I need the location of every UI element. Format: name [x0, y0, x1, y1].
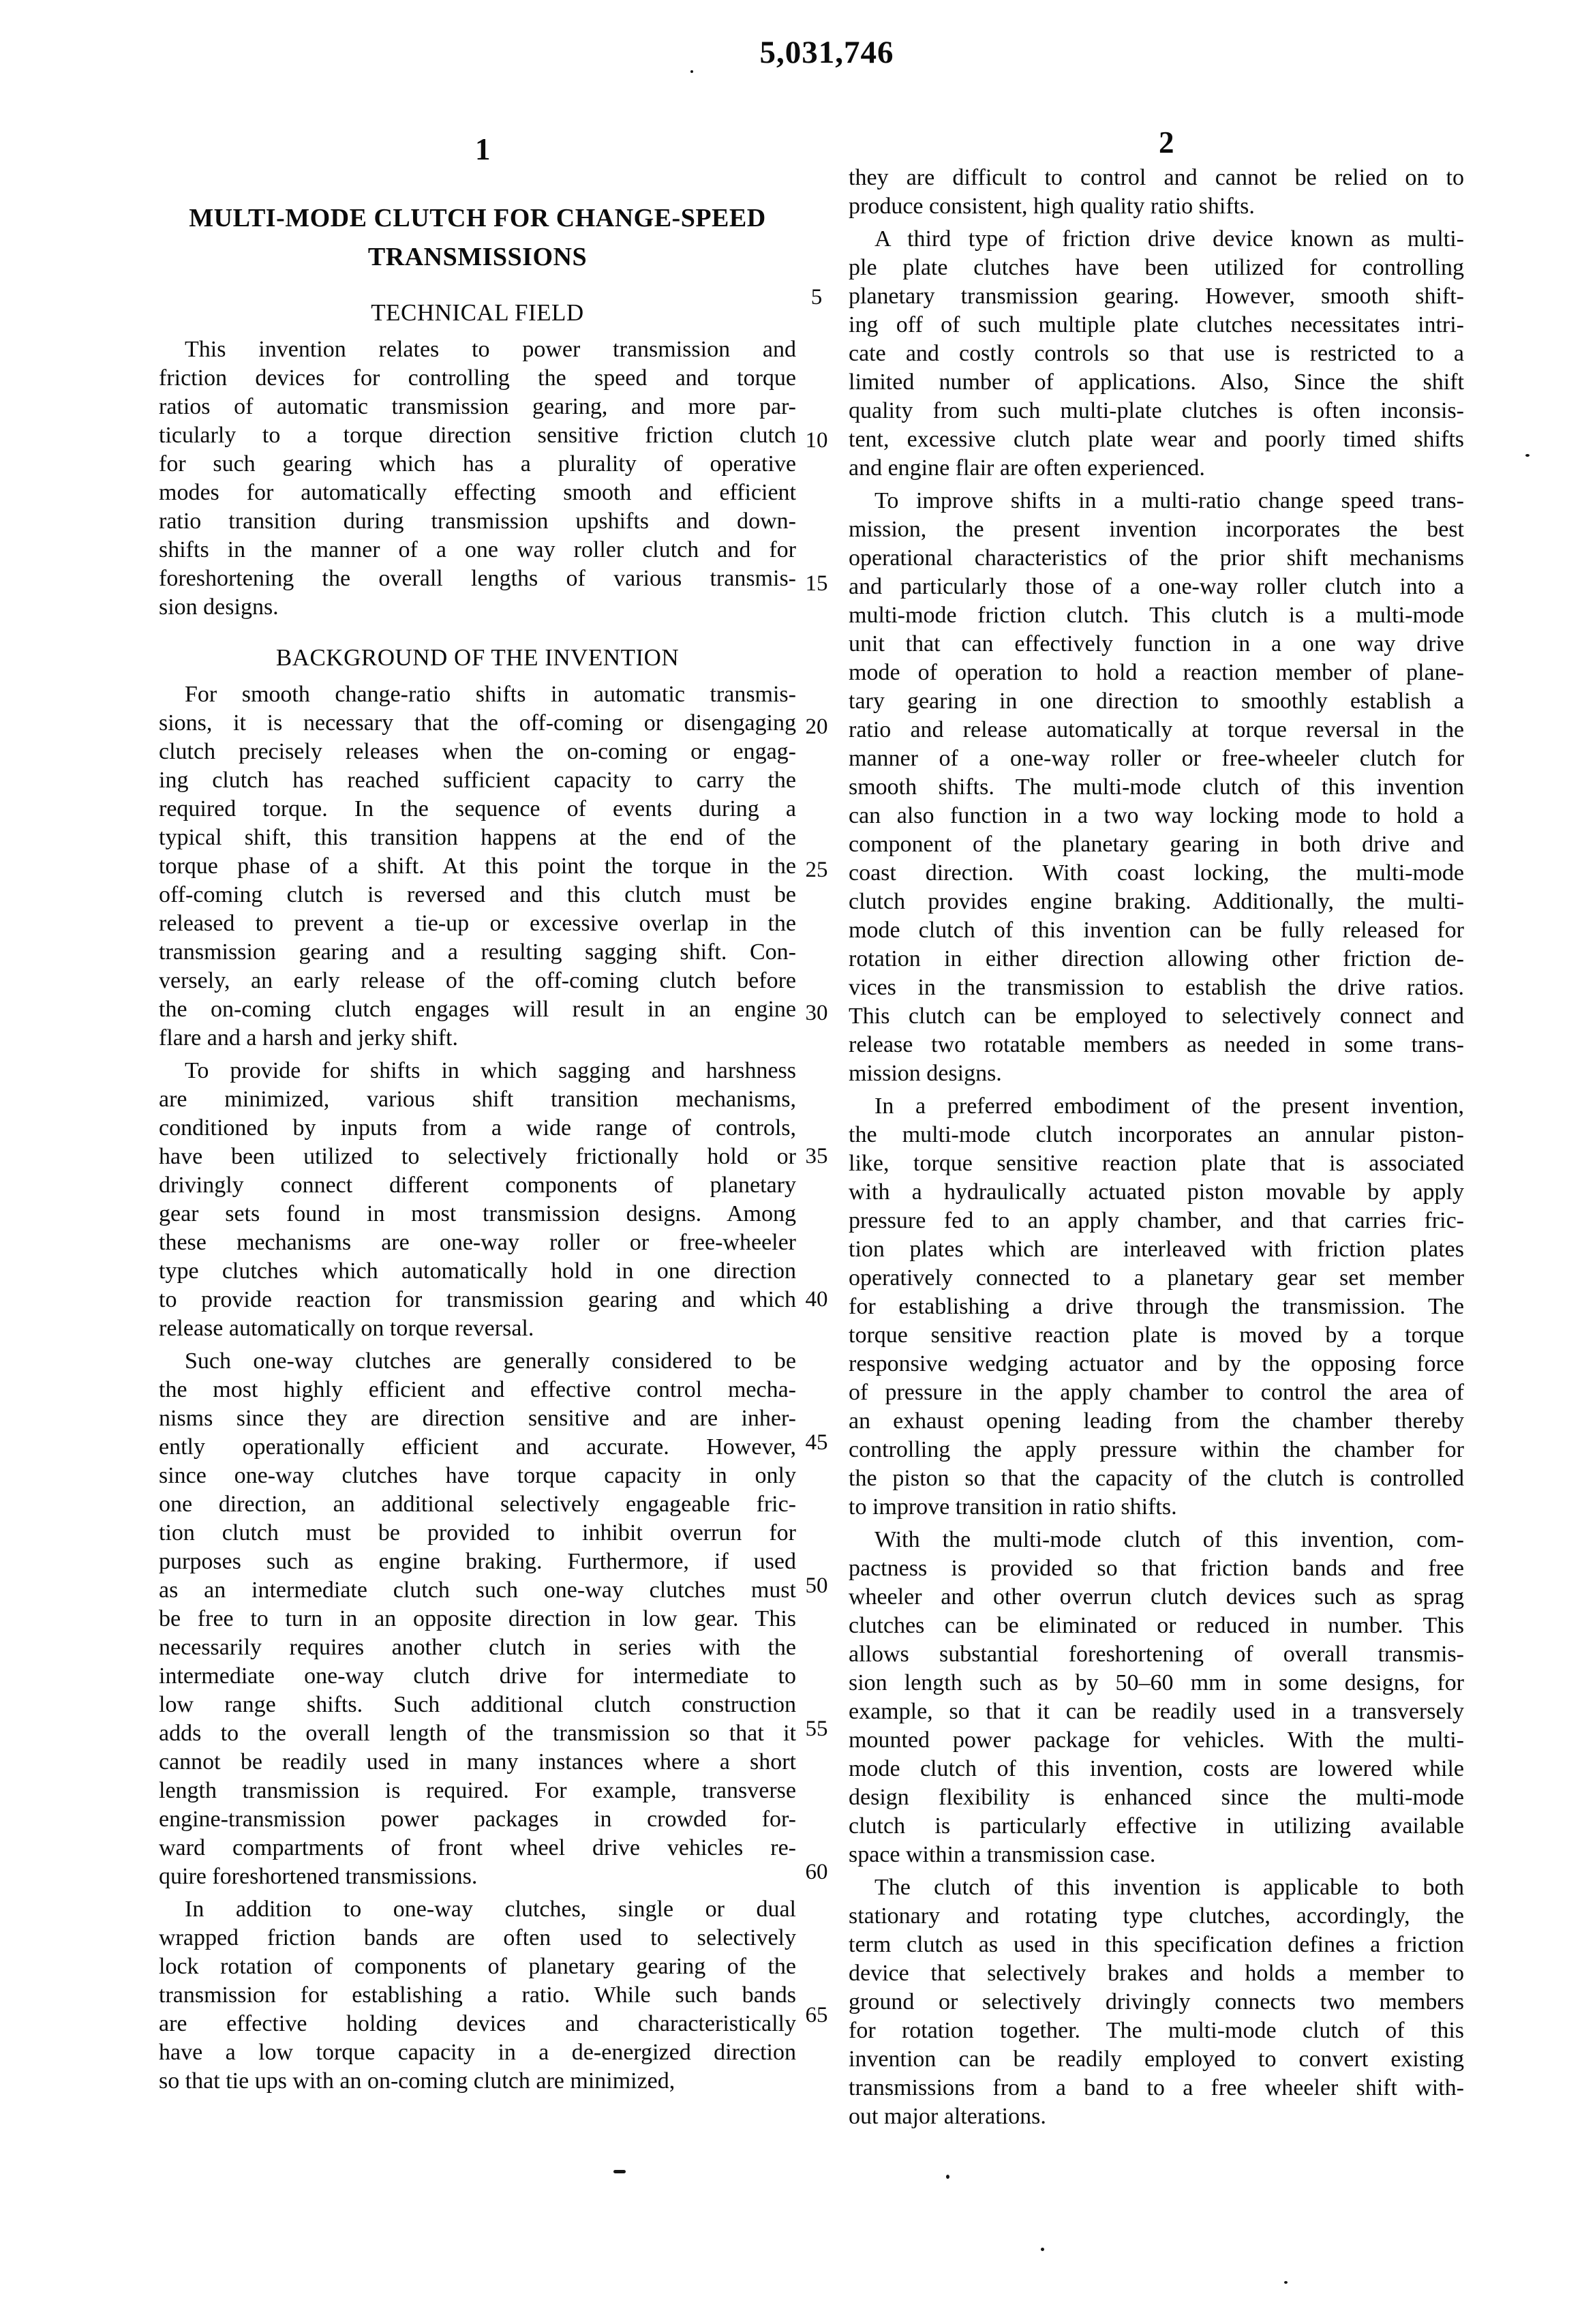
gutter-line-number: 5 [810, 285, 823, 310]
text-line: ing off of such multiple plate clutches necessitates intri- [849, 312, 1464, 337]
text-line: stationary and rotating type clutches, accordingly, the [849, 1903, 1464, 1929]
column-2-number: 2 [1159, 125, 1174, 160]
text-line: engine-transmission power packages in crowded for- [159, 1807, 796, 1832]
text-line: transmission for establishing a ratio. While such bands [159, 1982, 796, 2008]
paragraph [159, 335, 796, 622]
text-line: clutch is particularly effective in utilizing available [849, 1813, 1464, 1839]
text-line: one direction, an additional selectively engageable fric- [159, 1492, 796, 1517]
text-line: as an intermediate clutch such one-way clutches must [159, 1578, 796, 1603]
invention-title [159, 199, 796, 277]
text-line: to improve transition in ratio shifts. [849, 1494, 1177, 1520]
paragraph [849, 1873, 1464, 2131]
text-line: manner of a one-way roller or free-wheeler clutch for [849, 746, 1464, 771]
text-line: The clutch of this invention is applicable to both [874, 1875, 1464, 1900]
text-line: quality from such multi-plate clutches is often inconsis- [849, 398, 1464, 423]
text-line: have been utilized to selectively frictionally hold or [159, 1144, 796, 1169]
text-line: ground or selectively drivingly connects two members [849, 1989, 1464, 2014]
text-line: torque phase of a shift. At this point the torque in the [159, 854, 796, 879]
text-line: be free to turn in an opposite direction in low gear. This [159, 1606, 796, 1631]
text-line: with a hydraulically actuated piston movable by apply [849, 1179, 1464, 1205]
text-line: are effective holding devices and characteristically [159, 2011, 796, 2036]
text-line: allows substantial foreshortening of overall transmis- [849, 1642, 1464, 1667]
text-line: responsive wedging actuator and by the opposing force [849, 1351, 1464, 1376]
text-line: ratio and release automatically at torque reversal in the [849, 717, 1464, 742]
text-line: In a preferred embodiment of the present invention, [874, 1093, 1464, 1119]
paragraph [159, 1895, 796, 2096]
text-line: of pressure in the apply chamber to control the area of [849, 1380, 1464, 1405]
column-1-number: 1 [475, 132, 491, 166]
text-line: type clutches which automatically hold in one direction [159, 1258, 796, 1284]
text-line: To provide for shifts in which sagging and harshness [185, 1058, 796, 1083]
text-line: smooth shifts. The multi-mode clutch of this invention [849, 774, 1464, 800]
text-line: tent, excessive clutch plate wear and poorly timed shifts [849, 427, 1464, 452]
text-line: multi-mode friction clutch. This clutch is a multi-mode [849, 603, 1464, 628]
text-line: vices in the transmission to establish the drive ratios. [849, 975, 1464, 1000]
text-line: clutch precisely releases when the on-coming or engag- [159, 739, 796, 764]
paragraph [849, 1092, 1464, 1522]
text-line: nisms since they are direction sensitive and are inher- [159, 1406, 796, 1431]
text-line: ple plate clutches have been utilized for controlling [849, 255, 1464, 280]
text-line: term clutch as used in this specification defines a friction [849, 1932, 1464, 1957]
text-line: length transmission is required. For example, transverse [159, 1778, 796, 1803]
text-line: the piston so that the capacity of the clutch is controlled [849, 1466, 1464, 1491]
text-line: for such gearing which has a plurality of operative [159, 451, 796, 477]
text-line: device that selectively brakes and holds a member to [849, 1961, 1464, 1986]
text-line: produce consistent, high quality ratio shifts. [849, 194, 1255, 219]
text-line: ward compartments of front wheel drive vehicles re- [159, 1835, 796, 1860]
text-line: operational characteristics of the prior shift mechanisms [849, 545, 1464, 571]
text-line: quire foreshortened transmissions. [159, 1864, 478, 1889]
text-line: friction devices for controlling the speed and torque [159, 365, 796, 391]
text-line: for establishing a drive through the transmission. The [849, 1294, 1464, 1319]
text-line: mode clutch of this invention, costs are lowered while [849, 1756, 1464, 1781]
text-line: conditioned by inputs from a wide range of controls, [159, 1115, 796, 1141]
text-line: ratio transition during transmission upshifts and down- [159, 509, 796, 534]
text-line: mode clutch of this invention can be fully released for [849, 918, 1464, 943]
text-line: mission designs. [849, 1061, 1002, 1086]
text-line: to provide reaction for transmission gearing and which [159, 1287, 796, 1312]
text-line: since one-way clutches have torque capacity in only [159, 1463, 796, 1488]
text-line: release automatically on torque reversal. [159, 1316, 534, 1341]
text-line: mission, the present invention incorporates the best [849, 517, 1464, 542]
text-line: release two rotatable members as needed in some trans- [849, 1032, 1464, 1057]
paragraph [849, 164, 1464, 221]
text-line: A third type of friction drive device known as multi- [874, 226, 1464, 252]
text-line: rotation in either direction allowing other friction de- [849, 946, 1464, 971]
text-line: sion designs. [159, 594, 279, 620]
text-line: gear sets found in most transmission designs. Among [159, 1201, 796, 1226]
gutter-line-number: 20 [805, 714, 828, 739]
text-line: unit that can effectively function in a one way drive [849, 631, 1464, 657]
text-line: invention can be readily employed to convert existing [849, 2047, 1464, 2072]
text-line: necessarily requires another clutch in series with the [159, 1635, 796, 1660]
text-line: tion clutch must be provided to inhibit overrun for [159, 1520, 796, 1545]
text-line: pactness is provided so that friction bands and free [849, 1556, 1464, 1581]
text-line: required torque. In the sequence of events during a [159, 796, 796, 821]
text-line: off-coming clutch is reversed and this clutch must be [159, 882, 796, 907]
text-line: an exhaust opening leading from the chamber thereby [849, 1408, 1464, 1434]
gutter-line-number: 50 [805, 1573, 828, 1598]
text-line: for rotation together. The multi-mode clutch of this [849, 2018, 1464, 2043]
text-line: This clutch can be employed to selectively connect and [849, 1003, 1464, 1029]
text-line: In addition to one-way clutches, single or dual [185, 1897, 796, 1922]
paragraph [849, 1526, 1464, 1869]
text-line: can also function in a two way locking mode to hold a [849, 803, 1464, 828]
text-line: clutches can be eliminated or reduced in number. This [849, 1613, 1464, 1638]
text-line: intermediate one-way clutch drive for intermediate to [159, 1663, 796, 1689]
text-line: limited number of applications. Also, Since the shift [849, 369, 1464, 395]
scan-speck [1284, 2281, 1288, 2284]
text-line: tary gearing in one direction to smoothly establish a [849, 689, 1464, 714]
text-line: For smooth change-ratio shifts in automatic transmis- [185, 682, 796, 707]
text-line: component of the planetary gearing in both drive and [849, 832, 1464, 857]
text-line: like, torque sensitive reaction plate that is associated [849, 1151, 1464, 1176]
gutter-line-number: 45 [805, 1430, 828, 1455]
text-line: the multi-mode clutch incorporates an annular piston- [849, 1122, 1464, 1147]
section-heading: TECHNICAL FIELD [371, 299, 584, 326]
patent-number: 5,031,746 [759, 35, 894, 70]
text-line: cannot be readily used in many instances where a short [159, 1749, 796, 1775]
text-line: drivingly connect different components of planetary [159, 1173, 796, 1198]
section-heading: BACKGROUND OF THE INVENTION [275, 644, 680, 671]
scan-speck [946, 2175, 949, 2179]
paragraph [849, 225, 1464, 483]
gutter-line-number: 40 [805, 1287, 828, 1312]
gutter-line-number: 35 [805, 1144, 828, 1168]
text-line: purposes such as engine braking. Furthermore, if used [159, 1549, 796, 1574]
text-line: pressure fed to an apply chamber, and that carries fric- [849, 1208, 1464, 1233]
column-2-text [849, 164, 1464, 2131]
text-line: they are difficult to control and cannot be relied on to [849, 165, 1464, 190]
gutter-line-number: 65 [805, 2003, 828, 2027]
text-line: wrapped friction bands are often used to selectively [159, 1925, 796, 1950]
text-line: To improve shifts in a multi-ratio change speed trans- [874, 488, 1464, 513]
text-line: released to prevent a tie-up or excessive overlap in the [159, 911, 796, 936]
scan-speck [613, 2170, 626, 2173]
text-line: these mechanisms are one-way roller or free-wheeler [159, 1230, 796, 1255]
text-line: sions, it is necessary that the off-coming or disengaging [159, 710, 796, 736]
text-line: coast direction. With coast locking, the multi-mode [849, 860, 1464, 886]
text-line: clutch provides engine braking. Additionally, the multi- [849, 889, 1464, 914]
text-line: and particularly those of a one-way roller clutch into a [849, 574, 1464, 599]
text-line: the on-coming clutch engages will result in an engine [159, 997, 796, 1022]
text-line: shifts in the manner of a one way roller clutch and for [159, 537, 796, 562]
text-line: have a low torque capacity in a de-energized direction [159, 2040, 796, 2065]
text-line: ing clutch has reached sufficient capacity to carry the [159, 768, 796, 793]
text-line: design flexibility is enhanced since the multi-mode [849, 1785, 1464, 1810]
title-line: TRANSMISSIONS [367, 243, 588, 271]
text-line: transmission gearing and a resulting sagging shift. Con- [159, 939, 796, 965]
paragraph [849, 487, 1464, 1088]
column-1-text [159, 199, 796, 2096]
scan-speck [1525, 454, 1530, 457]
gutter-line-number: 10 [805, 428, 828, 453]
text-line: are minimized, various shift transition mechanisms, [159, 1087, 796, 1112]
text-line: tion plates which are interleaved with friction plates [849, 1237, 1464, 1262]
text-line: versely, an early release of the off-coming clutch before [159, 968, 796, 993]
gutter-line-number: 60 [805, 1860, 828, 1884]
text-line: typical shift, this transition happens at the end of the [159, 825, 796, 850]
text-line: lock rotation of components of planetary gearing of the [159, 1954, 796, 1979]
paragraph [159, 1057, 796, 1343]
gutter-line-number: 15 [805, 571, 828, 596]
text-line: torque sensitive reaction plate is moved by a torque [849, 1323, 1464, 1348]
text-line: mounted power package for vehicles. With the multi- [849, 1727, 1464, 1753]
title-line: MULTI-MODE CLUTCH FOR CHANGE-SPEED [189, 204, 766, 232]
scan-speck [1041, 2248, 1044, 2251]
gutter-line-number: 55 [805, 1717, 828, 1741]
text-line: the most highly efficient and effective control mecha- [159, 1377, 796, 1402]
text-line: With the multi-mode clutch of this invention, com- [874, 1527, 1464, 1552]
text-line: low range shifts. Such additional clutch construction [159, 1692, 796, 1717]
text-line: example, so that it can be readily used in a transversely [849, 1699, 1464, 1724]
text-line: sion length such as by 50–60 mm in some designs, for [849, 1670, 1464, 1695]
text-line: cate and costly controls so that use is restricted to a [849, 341, 1464, 366]
text-line: planetary transmission gearing. However, smooth shift- [849, 284, 1464, 309]
scan-speck [690, 70, 693, 73]
text-line: and engine flair are often experienced. [849, 455, 1205, 481]
text-line: adds to the overall length of the transmission so that it [159, 1721, 796, 1746]
text-line: modes for automatically effecting smooth and efficient [159, 480, 796, 505]
text-line: ratios of automatic transmission gearing, and more par- [159, 394, 796, 419]
gutter-line-number: 25 [805, 858, 828, 882]
text-line: foreshortening the overall lengths of various transmis- [159, 566, 796, 591]
text-line: transmissions from a band to a free wheeler shift with- [849, 2075, 1464, 2100]
text-line: This invention relates to power transmission and [185, 337, 796, 362]
text-line: out major alterations. [849, 2104, 1046, 2129]
text-line: wheeler and other overrun clutch devices such as sprag [849, 1584, 1464, 1610]
text-line: space within a transmission case. [849, 1842, 1156, 1867]
gutter-line-number: 30 [805, 1001, 828, 1025]
text-line: ently operationally efficient and accurate. However, [159, 1434, 796, 1460]
paragraph [159, 1347, 796, 1891]
paragraph [159, 680, 796, 1053]
text-line: operatively connected to a planetary gear set member [849, 1265, 1464, 1291]
text-line: controlling the apply pressure within the chamber for [849, 1437, 1464, 1462]
text-line: so that tie ups with an on-coming clutch are minimized, [159, 2068, 675, 2094]
text-line: flare and a harsh and jerky shift. [159, 1025, 458, 1051]
text-line: mode of operation to hold a reaction member of plane- [849, 660, 1464, 685]
text-line: ticularly to a torque direction sensitive friction clutch [159, 423, 796, 448]
text-line: Such one-way clutches are generally considered to be [185, 1348, 796, 1374]
